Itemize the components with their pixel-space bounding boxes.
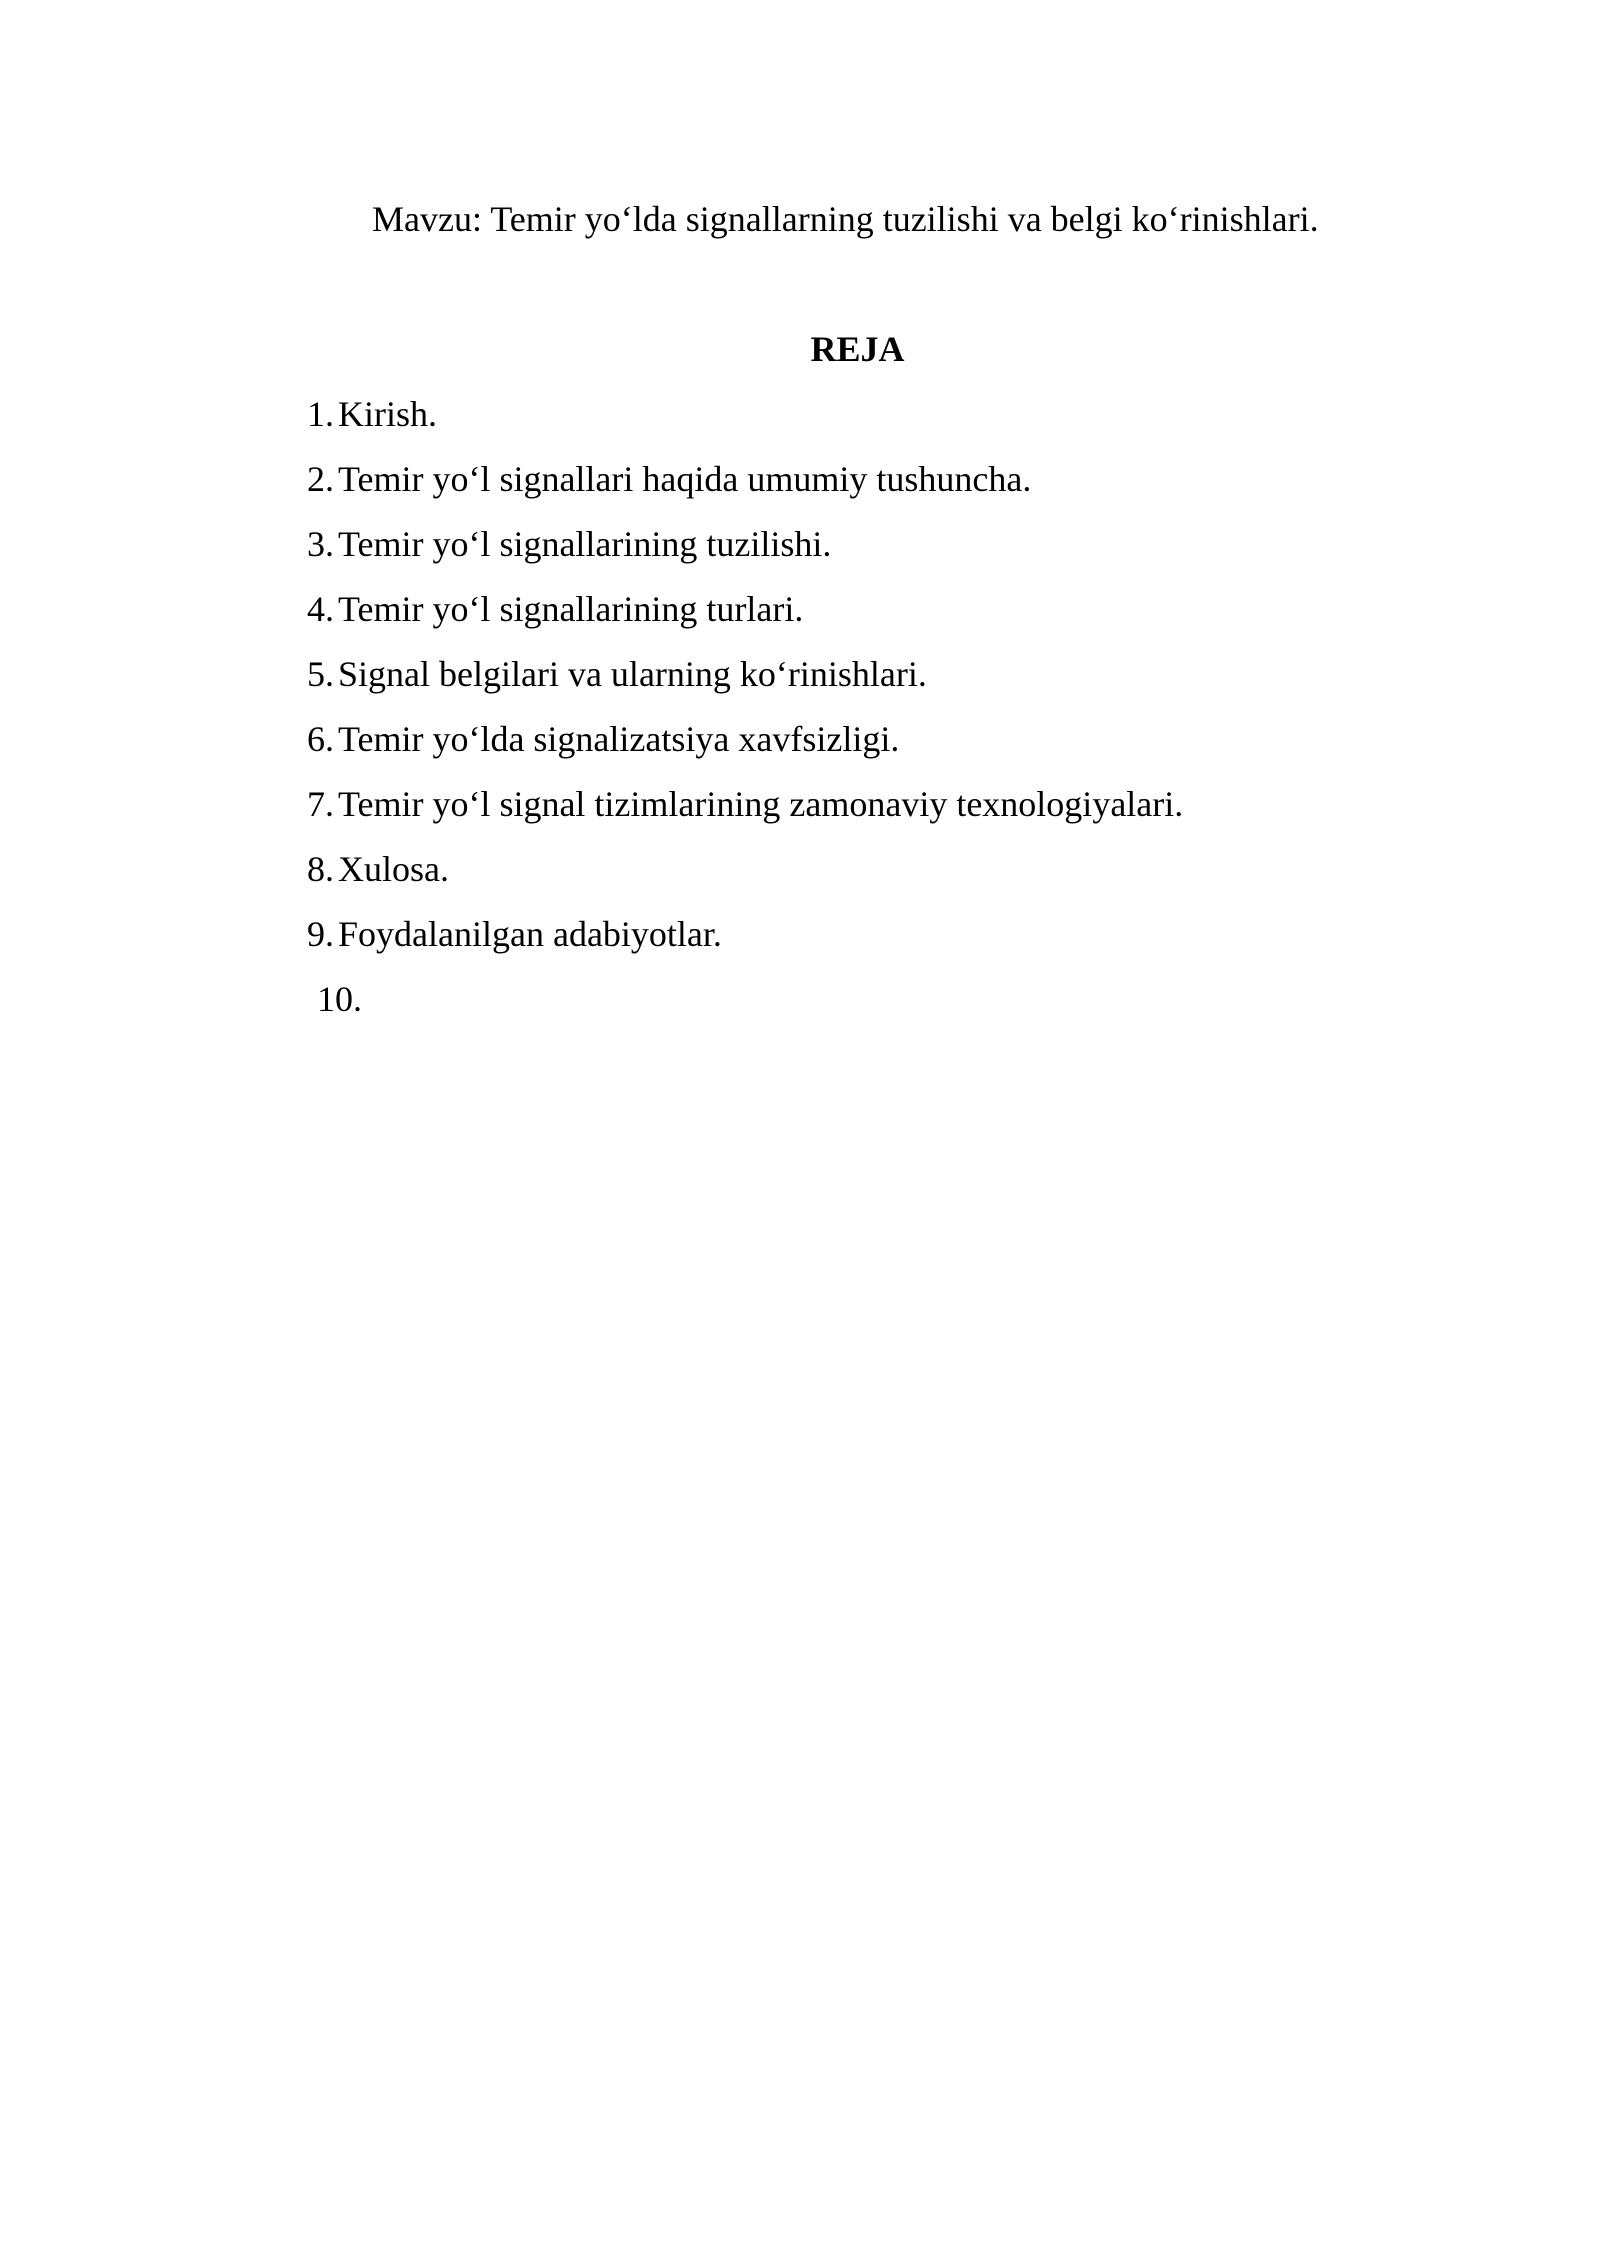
plan-item-text: Temir yo‘l signallari haqida umumiy tushuncha. xyxy=(338,459,1032,499)
plan-item-8: 8. Xulosa. xyxy=(242,837,1359,902)
plan-item-text: Temir yo‘l signallarining turlari. xyxy=(338,589,804,629)
plan-item-text: Signal belgilari va ularning ko‘rinishlari. xyxy=(338,654,927,694)
plan-item-text: Temir yo‘lda signalizatsiya xavfsizligi. xyxy=(338,719,900,759)
plan-list xyxy=(242,382,1359,1032)
plan-item-text: Temir yo‘l signal tizimlarining zamonaviy texnologiyalari. xyxy=(338,784,1184,824)
plan-item-7: 7. Temir yo‘l signal tizimlarining zamonaviy texnologiyalari. xyxy=(242,772,1359,837)
plan-item-2: 2. Temir yo‘l signallari haqida umumiy tushuncha. xyxy=(242,447,1359,512)
plan-item-text: Kirish. xyxy=(338,394,437,434)
plan-item-5: 5. Signal belgilari va ularning ko‘rinishlari. xyxy=(242,642,1359,707)
plan-item-text: Xulosa. xyxy=(338,849,449,889)
plan-item-9: 9. Foydalanilgan adabiyotlar. xyxy=(242,902,1359,967)
plan-item-6: 6. Temir yo‘lda signalizatsiya xavfsizligi. xyxy=(242,707,1359,772)
plan-heading: REJA xyxy=(810,329,905,369)
plan-item-3: 3. Temir yo‘l signallarining tuzilishi. xyxy=(242,512,1359,577)
plan-item-text: Foydalanilgan adabiyotlar. xyxy=(338,914,722,954)
plan-item-text: Temir yo‘l signallarining tuzilishi. xyxy=(338,524,832,564)
topic-paragraph: Mavzu: Temir yo‘lda signallarning tuzilishi va belgi ko‘rinishlari. xyxy=(372,199,1319,239)
plan-item-10: 10. xyxy=(317,979,362,1019)
plan-item-4: 4. Temir yo‘l signallarining turlari. xyxy=(242,577,1359,642)
plan-item-1: 1. Kirish. xyxy=(242,382,1359,447)
